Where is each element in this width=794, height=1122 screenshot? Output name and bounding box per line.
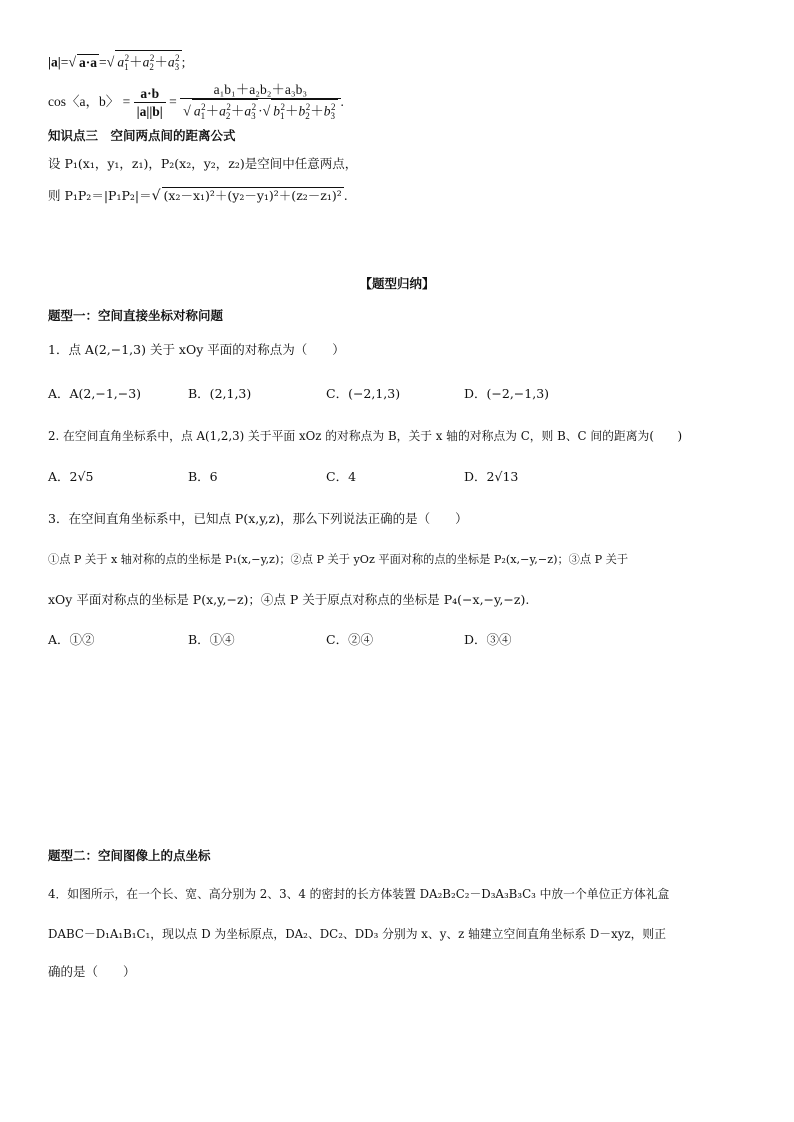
- equals-sign: =: [122, 94, 131, 110]
- radical-icon: √: [151, 188, 161, 204]
- q2-stem: 2. 在空间直角坐标系中，点 A(1,2,3) 关于平面 xOz 的对称点为 B，关于 x 轴的对称点为 C，则 B、C 间的距离为( ): [48, 429, 683, 443]
- distance-radicand: (x₂－x₁)²＋(y₂－y₁)²＋(z₂－z₁)²: [163, 188, 342, 203]
- distance-lhs: 则 P₁P₂＝|P₁P₂|＝: [48, 188, 152, 203]
- cos-lhs: cos〈a，b〉: [48, 94, 120, 110]
- cos-formula: [48, 82, 344, 124]
- cos-numerator-2: a₁b₁＋a₂b₂＋a₃b₃: [180, 82, 340, 99]
- q3-option-c[interactable]: C．②④: [326, 632, 374, 647]
- q3-line-2: xOy 平面对称点的坐标是 P(x,y,−z)；④点 P 关于原点对称点的坐标是 P₄(−x,−y,−z).: [48, 592, 530, 607]
- q3-option-d[interactable]: D．③④: [464, 632, 512, 647]
- q3-option-a[interactable]: A．①②: [48, 632, 95, 647]
- norm-lhs: |a|: [48, 54, 61, 70]
- type1-title: 题型一：空间直接坐标对称问题: [48, 308, 224, 323]
- q1-option-d[interactable]: D．(−2,−1,3): [464, 386, 550, 401]
- period: .: [343, 188, 348, 203]
- q2-option-d[interactable]: D．2√13: [464, 469, 519, 484]
- q2-option-a[interactable]: A．2√5: [48, 469, 94, 484]
- q1-option-c[interactable]: C．(−2,1,3): [326, 386, 401, 401]
- q4-line-3: 确的是（ ）: [48, 964, 136, 979]
- q4-line-2: DABC－D₁A₁B₁C₁，现以点 D 为坐标原点，DA₂、DC₂、DD₃ 分别为 x、y、z 轴建立空间直角坐标系 D－xyz，则正: [48, 927, 667, 941]
- semicolon: ;: [181, 54, 186, 70]
- q2-option-b[interactable]: B．6: [188, 469, 218, 484]
- q4-line-1: 4．如图所示，在一个长、宽、高分别为 2、3、4 的密封的长方体装置 DA₂B₂C₂－D₃A₃B₃C₃ 中放一个单位正方体礼盒: [48, 887, 670, 901]
- equals-sign: =: [60, 54, 69, 70]
- equals-sign: =: [169, 94, 177, 110]
- cos-denominator-2: √ $a_1^2+a_2^2+a_3^2$ ·√ $b_1^2+b_2^2+b_3^2$: [180, 99, 340, 124]
- q3-line-1: ①点 P 关于 x 轴对称的点的坐标是 P₁(x,−y,z)；②点 P 关于 yOz 平面对称的点的坐标是 P₂(x,−y,−z)；③点 P 关于: [48, 553, 629, 566]
- norm-radicand-dot: a·a: [79, 54, 98, 70]
- period: .: [340, 94, 344, 110]
- q2-option-c[interactable]: C．4: [326, 469, 357, 484]
- norm-formula: [48, 50, 185, 75]
- radical-icon: √: [106, 55, 115, 71]
- q3-option-b[interactable]: B．①④: [188, 632, 235, 647]
- q1-option-a[interactable]: A．A(2,−1,−3): [48, 386, 142, 401]
- q1-option-b[interactable]: B．(2,1,3): [188, 386, 252, 401]
- knowledge-line-2: [48, 186, 348, 206]
- knowledge-line-1: 设 P₁(x₁，y₁，z₁)，P₂(x₂，y₂，z₂)是空间中任意两点，: [48, 156, 358, 171]
- cos-denominator-1: |a||b|: [136, 103, 163, 119]
- type2-title: 题型二：空间图像上的点坐标: [48, 848, 211, 863]
- knowledge-title: 知识点三 空间两点间的距离公式: [48, 128, 236, 143]
- equals-sign: =: [99, 54, 107, 70]
- q1-stem: 1．点 A(2,−1,3) 关于 xOy 平面的对称点为（ ）: [48, 342, 345, 357]
- q3-stem: 3．在空间直角坐标系中，已知点 P(x,y,z)，那么下列说法正确的是（ ）: [48, 511, 468, 526]
- cos-fraction-1: [134, 86, 166, 121]
- cos-fraction-2: [180, 82, 340, 124]
- norm-radicand-sum: $a_1^2+a_2^2+a_3^2$: [115, 50, 181, 75]
- radical-icon: √: [68, 55, 77, 71]
- section-title: 【题型归纳】: [359, 276, 435, 291]
- cos-numerator-1: a·b: [134, 86, 166, 103]
